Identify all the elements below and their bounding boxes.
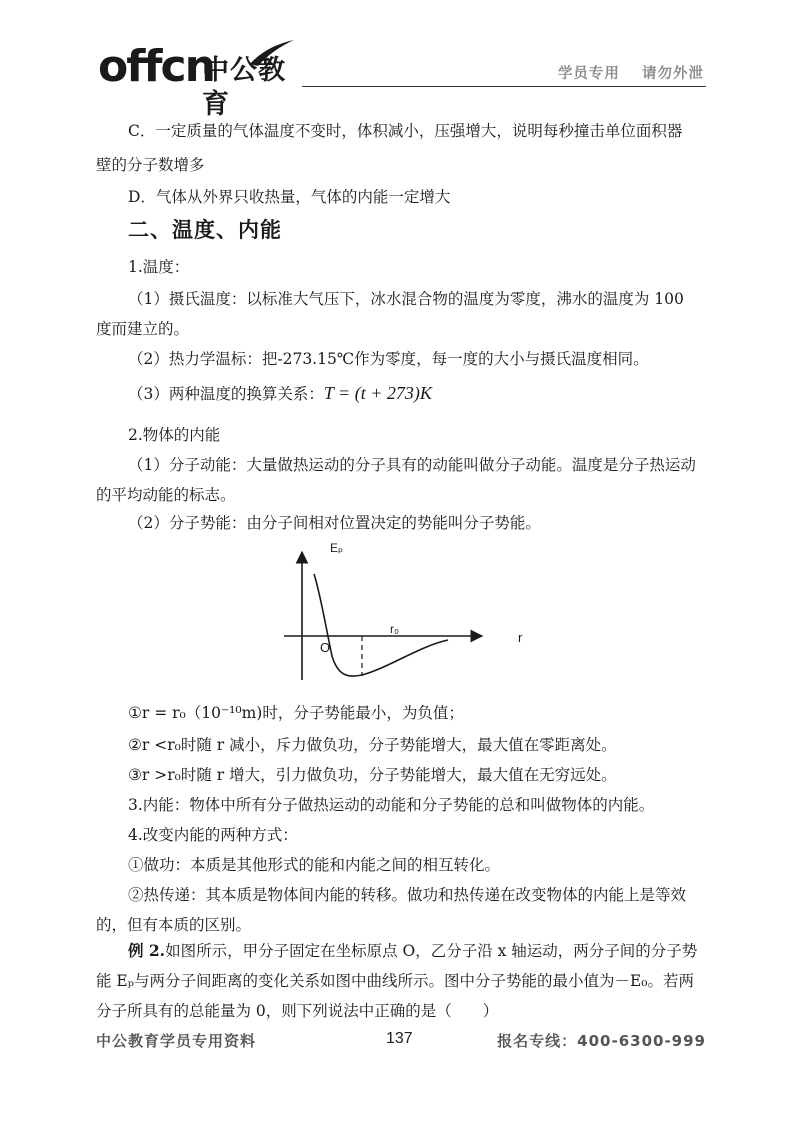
internal-energy-definition: 3.内能：物体中所有分子做热运动的动能和分子势能的总和叫做物体的内能。 [128,796,655,814]
y-axis-label: Eₚ [330,541,344,555]
conclusion-2: ②r <r₀时随 r 减小，斥力做负功，分子势能增大，最大值在零距离处。 [128,736,617,754]
x-axis-label: r [518,630,523,645]
header-tag-students-only: 学员专用 [557,66,620,82]
method-heat-line2: 的，但有本质的区别。 [96,916,252,934]
header-tags [542,62,704,83]
logo-text-en: offcn [98,41,214,92]
r0-label: r₀ [390,622,399,636]
conversion-relation [96,376,706,411]
kinetic-energy-line1: （1）分子动能：大量做热运动的分子具有的动能叫做分子动能。温度是分子热运动 [128,456,696,474]
conversion-prefix: （3）两种温度的换算关系： [128,385,324,403]
footer-hotline: 报名专线：400-6300-999 [497,1032,706,1050]
header-rule [302,86,706,87]
header-tag-confidential: 请勿外泄 [642,66,704,82]
conclusion-3: ③r >r₀时随 r 增大，引力做负功，分子势能增大，最大值在无穷远处。 [128,766,617,784]
celsius-line1: （1）摄氏温度：以标准大气压下，冰水混合物的温度为零度，沸水的温度为 100 [128,290,684,308]
internal-energy-heading: 2.物体的内能 [128,426,221,444]
potential-energy-chart [270,530,540,690]
change-methods-heading: 4.改变内能的两种方式： [128,826,298,844]
section-title: 二、温度、内能 [128,218,282,242]
temperature-heading: 1.温度： [128,258,190,276]
kinetic-energy-line2: 的平均动能的标志。 [96,486,236,504]
offcn-logo [98,38,313,120]
page-number: 137 [386,1030,413,1047]
example-line3: 分子所具有的总能量为 0，则下列说法中正确的是（ ） [96,1002,499,1020]
conversion-formula: T = (t + 273)K [323,383,432,403]
example-label: 例 2. [128,941,166,960]
option-d: D．气体从外界只收热量，气体的内能一定增大 [128,188,451,206]
method-work: ①做功：本质是其他形式的能和内能之间的相互转化。 [128,856,501,874]
logo-text-cn: 中公教育 [202,55,286,120]
conclusion-1: ①r = r₀（10⁻¹⁰m)时，分子势能最小，为负值； [128,704,464,722]
option-c-line2: 壁的分子数增多 [96,156,205,174]
option-c-line1: C．一定质量的气体温度不变时，体积减小，压强增大，说明每秒撞击单位面积器 [128,122,683,140]
thermodynamic-scale: （2）热力学温标：把-273.15℃作为零度，每一度的大小与摄氏温度相同。 [128,350,649,368]
celsius-line2: 度而建立的。 [96,320,190,338]
example-line1 [96,934,706,968]
potential-curve [314,574,448,676]
example-text1: 如图所示，甲分子固定在坐标原点 O，乙分子沿 x 轴运动，两分子间的分子势 [165,942,698,960]
potential-energy: （2）分子势能：由分子间相对位置决定的势能叫分子势能。 [128,514,541,532]
footer-left: 中公教育学员专用资料 [96,1032,257,1050]
origin-label: O [320,640,331,655]
method-heat-line1: ②热传递：其本质是物体间内能的转移。做功和热传递在改变物体的内能上是等效 [128,886,687,904]
example-line2: 能 Eₚ与两分子间距离的变化关系如图中曲线所示。图中分子势能的最小值为－E₀。若两 [96,972,694,990]
